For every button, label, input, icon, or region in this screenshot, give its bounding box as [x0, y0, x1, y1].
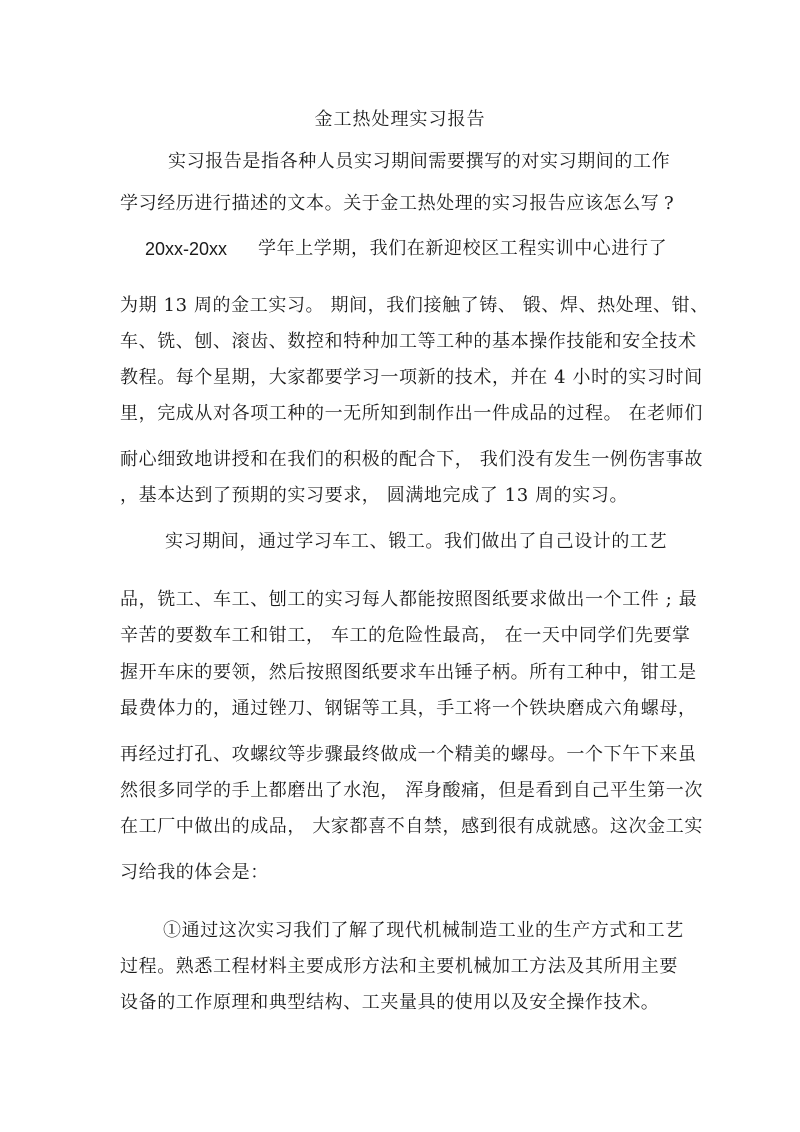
para2-line-7: 然很多同学的手上都磨出了水泡， 浑身酸痛，但是看到自己平生第一次	[120, 780, 703, 801]
para1-line-2: 为期 13 周的金工实习。 期间，我们接触了铸、 锻、焊、热处理、钳、	[120, 295, 709, 316]
para2-line-1: 实习期间，通过学习车工、锻工。我们做出了自己设计的工艺	[165, 531, 668, 552]
para2-line-6: 再经过打孔、攻螺纹等步骤最终做成一个精美的螺母。一个下午下来虽	[120, 744, 697, 765]
para1-line-4: 教程。每个星期，大家都要学习一项新的技术，并在 4 小时的实习时间	[120, 367, 703, 388]
para1-line-5: 里，完成从对各项工种的一无所知到制作出一件成品的过程。 在老师们	[120, 403, 703, 424]
question-mark: ?	[664, 193, 674, 214]
para3-line-3: 设备的工作原理和典型结构、工夹量具的使用以及安全操作技术。	[120, 992, 660, 1013]
para2-line-9: 习给我的体会是：	[120, 862, 269, 883]
intro-line-2: 学习经历进行描述的文本。关于金工热处理的实习报告应该怎么写	[120, 193, 660, 214]
para2-line-3: 辛苦的要数车工和钳工， 车工的危险性最高， 在一天中同学们先要掌	[120, 625, 691, 646]
school-year: 20xx-20xx	[145, 239, 228, 259]
para3-line-2: 过程。熟悉工程材料主要成形方法和主要机械加工方法及其所用主要	[120, 956, 678, 977]
para1-line-1: 学年上学期，我们在新迎校区工程实训中心进行了	[258, 238, 668, 259]
intro-line-1: 实习报告是指各种人员实习期间需要撰写的对实习期间的工作	[168, 151, 671, 172]
para1-line-3: 车、铣、刨、滚齿、数控和特种加工等工种的基本操作技能和安全技术	[120, 331, 697, 352]
para2-line-5: 最费体力的，通过锉刀、钢锯等工具，手工将一个铁块磨成六角螺母，	[120, 698, 697, 719]
para2-line-4: 握开车床的要领，然后按照图纸要求车出锤子柄。所有工种中，钳工是	[120, 662, 697, 683]
para1-line-7: ，基本达到了预期的实习要求， 圆满地完成了 13 周的实习。	[120, 485, 629, 506]
para2-line-8: 在工厂中做出的成品， 大家都喜不自禁，感到很有成就感。这次金工实	[120, 816, 703, 837]
document-title: 金工热处理实习报告	[314, 109, 486, 130]
para3-line-1: ①通过这次实习我们了解了现代机械制造工业的生产方式和工艺	[163, 920, 684, 941]
para2-line-2: 品，铣工、车工、刨工的实习每人都能按照图纸要求做出一个工件 ; 最	[120, 589, 698, 610]
para1-line-6: 耐心细致地讲授和在我们的积极的配合下， 我们没有发生一例伤害事故	[120, 449, 703, 470]
